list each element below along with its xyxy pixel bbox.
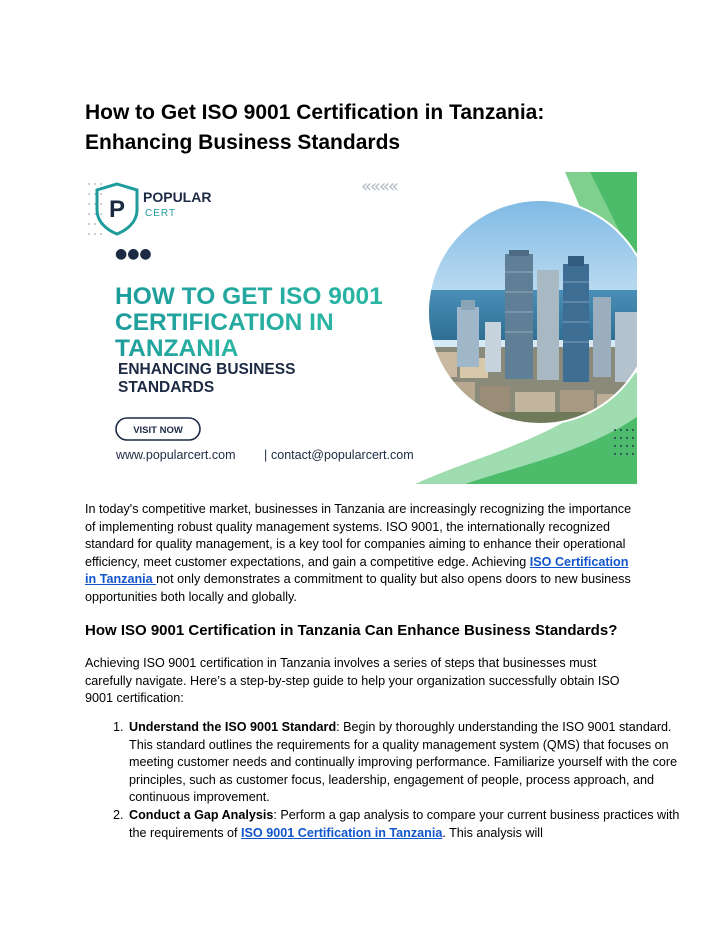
visit-now-button[interactable] bbox=[116, 418, 200, 440]
step-term: Conduct a Gap Analysis bbox=[129, 807, 274, 822]
list-item: 2. Conduct a Gap Analysis: Perform a gap analysis to compare your current business practices with the requirements of ISO 9001 Certification in Tanzania. This analysis will bbox=[127, 807, 682, 842]
chevrons-decoration: «««« bbox=[361, 176, 398, 197]
iso-9001-certification-tanzania-link[interactable]: ISO 9001 Certification in Tanzania bbox=[241, 825, 443, 840]
popularcert-logo bbox=[97, 184, 211, 234]
intro-paragraph: In today's competitive market, businesses in Tanzania are increasingly recognizing the importance of implementing robust quality management systems. ISO 9001, the internationally recognized standard for quality management, is a key tool for companies aiming to enhance their operational efficiency, meet customer expectations, and gain a competitive edge. Achieving ISO Certification in Tanzania not only demonstrates a commitment to quality but also opens doors to new business opportunities both locally and globally. bbox=[85, 502, 632, 604]
banner-headline-2: CERTIFICATION IN bbox=[115, 309, 334, 336]
three-dots: ●●● bbox=[115, 246, 152, 262]
banner-website: www.popularcert.com bbox=[116, 448, 236, 462]
banner-email: contact@popularcert.com bbox=[271, 448, 414, 462]
banner-subheadline-2: STANDARDS bbox=[118, 379, 215, 396]
list-item: 1. Understand the ISO 9001 Standard: Begin by thoroughly understanding the ISO 9001 standard. This standard outlines the requirements for a quality management system (QMS) that focuses on meeting customer needs and continually improving performance. Familiarize yourself with the core principles, such as customer focus, leadership, engagement of people, process approach, and continuous improvement. bbox=[127, 719, 682, 807]
page-title: How to Get ISO 9001 Certification in Tanzania: Enhancing Business Standards bbox=[85, 101, 545, 154]
svg-text:VISIT NOW: VISIT NOW bbox=[133, 425, 183, 436]
banner-subheadline-1: ENHANCING BUSINESS bbox=[118, 361, 296, 378]
svg-text:POPULAR: POPULAR bbox=[143, 189, 212, 205]
section-heading: How ISO 9001 Certification in Tanzania Can Enhance Business Standards? bbox=[85, 622, 618, 639]
step-term: Understand the ISO 9001 Standard bbox=[129, 720, 337, 734]
banner-separator: | bbox=[264, 448, 268, 462]
banner-headline-3: TANZANIA bbox=[115, 335, 239, 362]
banner-headline-1: HOW TO GET ISO 9001 bbox=[115, 283, 383, 310]
banner-image bbox=[85, 172, 637, 484]
steps-list bbox=[85, 719, 682, 842]
svg-text:P: P bbox=[108, 196, 126, 223]
svg-text:CERT: CERT bbox=[145, 208, 177, 219]
iso-certification-tanzania-link[interactable]: ISO Certification in Tanzania bbox=[85, 554, 629, 587]
city-skyline-photo bbox=[425, 197, 637, 437]
dot-grid-left bbox=[88, 183, 102, 235]
section-intro-paragraph: Achieving ISO 9001 certification in Tanzania involves a series of steps that businesses must carefully navigate. Here’s a step-by-step guide to help your organization successfully obtain ISO 9001 certification: bbox=[85, 656, 620, 706]
